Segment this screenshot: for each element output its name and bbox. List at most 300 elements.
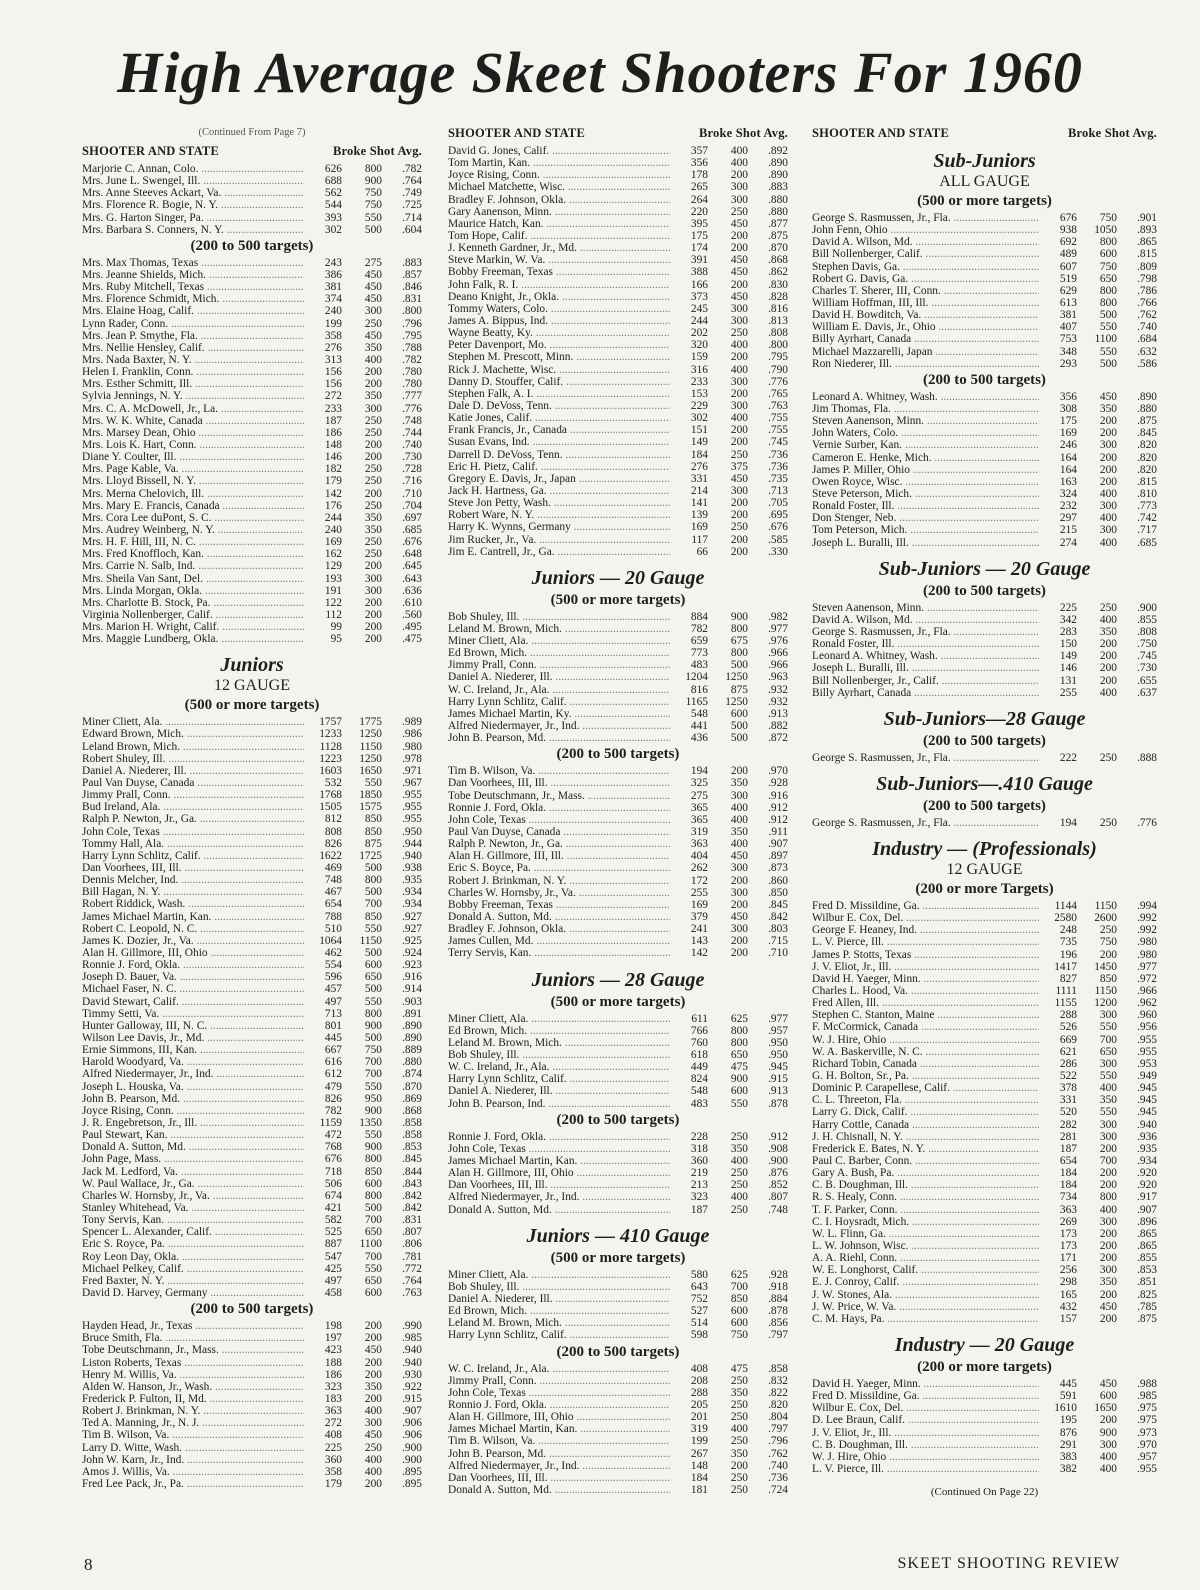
average-value: .985 <box>402 1332 422 1345</box>
average-value: .915 <box>402 1392 422 1405</box>
shot-value: 300 <box>730 399 748 412</box>
table-row <box>82 1178 422 1190</box>
broke-value: 318 <box>670 1143 708 1155</box>
shooter-name: Robert G. Davis, Ga. ..... <box>812 273 1039 285</box>
shooter-name: George S. Rasmussen, Jr., Fla. ..... <box>812 817 1039 829</box>
average-value: .869 <box>402 1092 422 1105</box>
table-row <box>812 224 1157 236</box>
shooter-name: Bud Ireland, Ala. ..... <box>82 801 304 813</box>
broke-value: 884 <box>670 611 708 623</box>
broke-value: 582 <box>304 1214 342 1226</box>
average-value: .832 <box>768 1374 788 1387</box>
shooter-name: W. C. Ireland, Jr., Ala. ..... <box>448 1061 670 1073</box>
shooter-name: Terry Servis, Kan. ..... <box>448 947 670 959</box>
broke-value: 186 <box>304 427 342 439</box>
average-value: .816 <box>768 302 788 315</box>
shooter-name: Liston Roberts, Texas ..... <box>82 1357 304 1369</box>
broke-value: 782 <box>670 623 708 635</box>
average-value: .895 <box>402 1477 422 1490</box>
shooter-name: Tim B. Wilson, Va. ..... <box>82 1429 304 1441</box>
table-row <box>448 230 788 242</box>
table-row <box>812 261 1157 273</box>
subsection-heading: (200 to 500 targets) <box>190 237 314 254</box>
average-value: .745 <box>1137 650 1157 663</box>
shot-value: 400 <box>364 1465 382 1478</box>
shot-value: 400 <box>1099 1203 1117 1216</box>
average-value: .950 <box>402 825 422 838</box>
broke-value: 179 <box>304 1478 342 1490</box>
average-value: .831 <box>402 293 422 306</box>
shot-value: 800 <box>1099 284 1117 297</box>
shooter-name: G. H. Bolton, Sr., Pa. ..... <box>812 1070 1039 1082</box>
shooter-name: Mrs. Sheila Van Sant, Del. ..... <box>82 573 304 585</box>
average-value: .797 <box>768 1329 788 1342</box>
table-row <box>82 354 422 366</box>
broke-value: 302 <box>304 224 342 236</box>
table-row <box>812 1414 1157 1426</box>
shot-value: 400 <box>1099 1450 1117 1463</box>
table-row <box>82 1332 422 1344</box>
average-value: .971 <box>402 764 422 777</box>
table-row <box>812 333 1157 345</box>
shooter-name: John B. Pearson, Md. ..... <box>82 1093 304 1105</box>
average-value: .988 <box>1137 1377 1157 1390</box>
broke-value: 122 <box>304 597 342 609</box>
shot-value: 650 <box>364 971 382 984</box>
shooter-name: John Cole, Texas ..... <box>448 814 670 826</box>
average-value: .938 <box>402 862 422 875</box>
broke-value: 580 <box>670 1269 708 1281</box>
shooter-name: Robert J. Brinkman, N. Y. ..... <box>448 875 670 887</box>
shot-value: 900 <box>730 610 748 623</box>
average-value: .915 <box>768 1073 788 1086</box>
average-value: .932 <box>768 695 788 708</box>
broke-value: 2580 <box>1039 912 1077 924</box>
table-row <box>812 309 1157 321</box>
table-row <box>82 573 422 585</box>
shot-value: 500 <box>1099 357 1117 370</box>
shooter-name: Alden W. Hanson, Jr., Wash. ..... <box>82 1381 304 1393</box>
shooter-name: Dennis Melcher, Ind. ..... <box>82 874 304 886</box>
shooter-name: Jim E. Cantrell, Jr., Ga. ..... <box>448 546 670 558</box>
broke-value: 457 <box>304 983 342 995</box>
table-row <box>82 1417 422 1429</box>
table-row <box>812 614 1157 626</box>
table-row <box>812 1240 1157 1252</box>
average-value: .857 <box>402 268 422 281</box>
shot-value: 550 <box>364 777 382 790</box>
average-value: .960 <box>1137 1009 1157 1022</box>
table-row <box>448 1269 788 1281</box>
column-1 <box>82 126 422 1490</box>
average-value: .736 <box>768 448 788 461</box>
table-row <box>448 802 788 814</box>
average-value: .850 <box>768 886 788 899</box>
table-row <box>812 1021 1157 1033</box>
table-row <box>82 935 422 947</box>
table-row <box>82 621 422 633</box>
shooter-name: T. F. Parker, Conn. ..... <box>812 1204 1039 1216</box>
broke-value: 824 <box>670 1073 708 1085</box>
average-value: .945 <box>1137 1082 1157 1095</box>
table-row <box>82 789 422 801</box>
shooter-name: Mrs. Maggie Lundberg, Okla. ..... <box>82 633 304 645</box>
broke-value: 768 <box>304 1141 342 1153</box>
table-row <box>448 862 788 874</box>
shot-value: 700 <box>1099 1155 1117 1168</box>
table-row <box>812 1378 1157 1390</box>
broke-value: 183 <box>304 1393 342 1405</box>
average-value: .782 <box>402 163 422 175</box>
table-row <box>812 687 1157 699</box>
average-value: .815 <box>1137 475 1157 488</box>
shooter-name: Deano Knight, Jr., Okla. ..... <box>448 291 670 303</box>
shooter-name: Donald A. Sutton, Md. ..... <box>448 1484 670 1496</box>
table-row <box>82 378 422 390</box>
shot-value: 350 <box>1099 1094 1117 1107</box>
shot-value: 850 <box>364 1165 382 1178</box>
shooter-name: Mrs. Marsey Dean, Ohio ..... <box>82 427 304 439</box>
broke-value: 611 <box>670 1013 708 1025</box>
table-row <box>448 826 788 838</box>
table-row <box>448 303 788 315</box>
shooter-name: Mrs. Linda Morgan, Okla. ..... <box>82 585 304 597</box>
shooter-name: Leonard A. Whitney, Wash. ..... <box>812 650 1039 662</box>
shot-value: 200 <box>730 229 748 242</box>
broke-value: 215 <box>1039 524 1077 536</box>
broke-value: 323 <box>304 1381 342 1393</box>
shooter-name: Mrs. Page Kable, Va. ..... <box>82 463 304 475</box>
broke-value: 246 <box>1039 439 1077 451</box>
broke-value: 526 <box>1039 1021 1077 1033</box>
subsection-heading: (200 to 500 targets) <box>190 1301 314 1318</box>
table-row <box>812 1106 1157 1118</box>
broke-value: 197 <box>304 1332 342 1344</box>
shot-value: 300 <box>730 302 748 315</box>
shooter-name: Mrs. Max Thomas, Texas ..... <box>82 257 304 269</box>
shooter-name: John B. Pearson, Md. ..... <box>448 1448 670 1460</box>
table-row <box>812 1046 1157 1058</box>
broke-value: 163 <box>1039 476 1077 488</box>
shot-value: 1250 <box>359 728 382 741</box>
stats-header: Broke Shot Avg. <box>698 126 788 140</box>
table-row <box>448 279 788 291</box>
shot-value: 300 <box>730 923 748 936</box>
average-value: .914 <box>402 983 422 996</box>
shot-value: 500 <box>364 223 382 236</box>
average-value: .962 <box>1137 997 1157 1010</box>
shooter-name: Peter Davenport, Mo. ..... <box>448 339 670 351</box>
broke-value: 214 <box>670 485 708 497</box>
broke-value: 162 <box>304 548 342 560</box>
shot-value: 250 <box>1099 924 1117 937</box>
table-row <box>448 1073 788 1085</box>
shot-value: 400 <box>730 339 748 352</box>
shooter-name: W. A. Baskerville, N. C. ..... <box>812 1046 1039 1058</box>
shot-value: 500 <box>730 732 748 745</box>
shooter-name: Michael Pelkey, Calif. ..... <box>82 1263 304 1275</box>
average-value: .645 <box>402 560 422 573</box>
shooter-name: Darrell D. DeVoss, Tenn. ..... <box>448 449 670 461</box>
shooter-name: Robert Ware, N. Y. ..... <box>448 509 670 521</box>
average-value: .636 <box>402 584 422 597</box>
shot-value: 750 <box>364 199 382 212</box>
shot-value: 300 <box>364 1417 382 1430</box>
shooter-name: Mrs. Lloyd Bissell, N. Y. ..... <box>82 475 304 487</box>
average-value: .955 <box>402 813 422 826</box>
shooter-name: John Waters, Colo. ..... <box>812 427 1039 439</box>
broke-value: 222 <box>1039 752 1077 764</box>
shooter-name: Eric S. Boyce, Pa. ..... <box>448 862 670 874</box>
broke-value: 164 <box>1039 464 1077 476</box>
average-value: .776 <box>1137 816 1157 829</box>
shot-value: 200 <box>730 497 748 510</box>
shot-value: 600 <box>364 1177 382 1190</box>
continued-note: (Continued On Page 22) <box>930 1486 1039 1499</box>
table-row <box>448 485 788 497</box>
average-value: .928 <box>768 777 788 790</box>
table-row <box>82 257 422 269</box>
shooter-name: Harry Lynn Schlitz, Calif. ..... <box>82 850 304 862</box>
shot-value: 350 <box>730 1142 748 1155</box>
broke-value: 191 <box>304 585 342 597</box>
shooter-name: L. V. Pierce, Ill. ..... <box>812 1463 1039 1475</box>
broke-value: 1165 <box>670 696 708 708</box>
broke-value: 148 <box>304 439 342 451</box>
average-value: .889 <box>402 1044 422 1057</box>
shot-value: 350 <box>364 390 382 403</box>
shooter-name: Bob Shuley, Ill. ..... <box>448 1281 670 1293</box>
shot-value: 475 <box>730 1061 748 1074</box>
subsection-heading: (500 or more targets) <box>550 993 686 1010</box>
broke-value: 379 <box>670 911 708 923</box>
average-value: .495 <box>402 621 422 634</box>
broke-value: 325 <box>670 777 708 789</box>
shot-value: 400 <box>730 1154 748 1167</box>
shot-value: 300 <box>1099 524 1117 537</box>
table-row <box>82 451 422 463</box>
table-row <box>448 1460 788 1472</box>
shot-value: 200 <box>1099 1179 1117 1192</box>
shot-value: 600 <box>730 1085 748 1098</box>
shot-value: 200 <box>364 487 382 500</box>
average-value: .893 <box>1137 224 1157 237</box>
shot-value: 850 <box>364 813 382 826</box>
shot-value: 300 <box>1099 500 1117 513</box>
shooter-name: John W. Karn, Jr., Ind. ..... <box>82 1454 304 1466</box>
shooter-name: Jim Rucker, Jr., Va. ..... <box>448 534 670 546</box>
shot-value: 250 <box>730 448 748 461</box>
average-value: .978 <box>402 752 422 765</box>
shooter-name: Stephen C. Stanton, Maine ..... <box>812 1009 1039 1021</box>
broke-value: 184 <box>670 1472 708 1484</box>
broke-value: 1223 <box>304 753 342 765</box>
average-value: .949 <box>1137 1070 1157 1083</box>
average-value: .780 <box>402 366 422 379</box>
average-value: .685 <box>1137 536 1157 549</box>
shot-value: 750 <box>1099 212 1117 224</box>
broke-value: 208 <box>670 1375 708 1387</box>
shot-value: 500 <box>1099 309 1117 322</box>
shot-value: 200 <box>730 509 748 522</box>
broke-value: 255 <box>670 887 708 899</box>
average-value: .892 <box>768 145 788 157</box>
shot-value: 700 <box>364 1056 382 1069</box>
average-value: .982 <box>768 610 788 623</box>
broke-value: 462 <box>304 947 342 959</box>
broke-value: 421 <box>304 1202 342 1214</box>
shot-value: 600 <box>730 1317 748 1330</box>
shot-value: 550 <box>1099 1070 1117 1083</box>
shooter-name: James P. Miller, Ohio ..... <box>812 464 1039 476</box>
broke-value: 621 <box>1039 1046 1077 1058</box>
table-row <box>448 1179 788 1191</box>
shooter-name: Mrs. Carrie N. Salb, Ind. ..... <box>82 560 304 572</box>
shooter-name: Maurice Hatch, Kan. ..... <box>448 218 670 230</box>
shooter-name: Paul C. Barber, Conn. ..... <box>812 1155 1039 1167</box>
broke-value: 441 <box>670 720 708 732</box>
average-value: .966 <box>1137 985 1157 998</box>
shot-value: 950 <box>364 1092 382 1105</box>
average-value: .900 <box>402 1441 422 1454</box>
shot-value: 1250 <box>359 752 382 765</box>
shooter-name: Frank Francis, Jr., Canada ..... <box>448 424 670 436</box>
shot-value: 375 <box>730 460 748 473</box>
table-row <box>82 175 422 187</box>
shot-value: 500 <box>730 659 748 672</box>
table-row <box>82 585 422 597</box>
shot-value: 475 <box>730 1362 748 1375</box>
table-row <box>82 996 422 1008</box>
table-row <box>812 961 1157 973</box>
table-row <box>448 412 788 424</box>
shot-value: 550 <box>1099 1021 1117 1034</box>
shot-value: 200 <box>364 366 382 379</box>
shot-value: 400 <box>1099 613 1117 626</box>
broke-value: 383 <box>1039 1451 1077 1463</box>
shot-value: 350 <box>730 1386 748 1399</box>
average-value: .740 <box>1137 321 1157 334</box>
shooter-name: Dan Voorhees, III, Ill. ..... <box>448 777 670 789</box>
shooter-name: Mrs. Mary E. Francis, Canada ..... <box>82 500 304 512</box>
shooter-name: Charles W. Hornsby, Jr., Va. ..... <box>82 1190 304 1202</box>
shooter-name: Hayden Head, Jr., Texas ..... <box>82 1320 304 1332</box>
broke-value: 150 <box>1039 638 1077 650</box>
table-row <box>82 597 422 609</box>
average-value: .740 <box>402 438 422 451</box>
shot-value: 800 <box>364 1189 382 1202</box>
average-value: .901 <box>1137 212 1157 224</box>
broke-value: 1233 <box>304 728 342 740</box>
average-value: .930 <box>402 1368 422 1381</box>
broke-value: 288 <box>670 1387 708 1399</box>
table-row <box>812 985 1157 997</box>
average-value: .966 <box>768 647 788 660</box>
table-row <box>82 1287 422 1299</box>
shooter-name: John Cole, Texas ..... <box>448 1387 670 1399</box>
table-row <box>812 1252 1157 1264</box>
table-row <box>812 1070 1157 1082</box>
average-value: .878 <box>768 1305 788 1318</box>
table-row <box>448 935 788 947</box>
table-row <box>448 720 788 732</box>
shot-value: 200 <box>364 451 382 464</box>
shot-value: 200 <box>1099 662 1117 675</box>
average-value: .714 <box>402 211 422 224</box>
table-row <box>812 1427 1157 1439</box>
table-row <box>812 924 1157 936</box>
shooter-name: Fred Lee Pack, Jr., Pa. ..... <box>82 1478 304 1490</box>
shooter-name: Wilbur E. Cox, Del. ..... <box>812 1402 1039 1414</box>
table-row <box>448 947 788 959</box>
table-row <box>448 1155 788 1167</box>
table-row <box>448 461 788 473</box>
average-value: .980 <box>402 740 422 753</box>
shooter-name: David A. Wilson, Md. ..... <box>812 236 1039 248</box>
broke-value: 262 <box>670 862 708 874</box>
broke-value: 532 <box>304 777 342 789</box>
table-row <box>448 611 788 623</box>
shot-value: 250 <box>730 1374 748 1387</box>
shooter-name: James A. Bippus, Ind. ..... <box>448 315 670 327</box>
broke-value: 752 <box>670 1293 708 1305</box>
broke-value: 148 <box>670 1460 708 1472</box>
average-value: .890 <box>402 1032 422 1044</box>
table-row <box>82 512 422 524</box>
shooter-name: Harry Lynn Schlitz, Calif. ..... <box>448 1073 670 1085</box>
shooter-name: Bill Nollenberger, Calif. ..... <box>812 248 1039 260</box>
shooter-name: C. B. Doughman, Ill. ..... <box>812 1439 1039 1451</box>
table-row <box>812 1034 1157 1046</box>
shooter-name: Timmy Setti, Va. ..... <box>82 1008 304 1020</box>
shooter-name: Harold Woodyard, Va. ..... <box>82 1056 304 1068</box>
broke-value: 193 <box>304 573 342 585</box>
broke-value: 213 <box>670 1179 708 1191</box>
average-value: .882 <box>768 720 788 733</box>
broke-value: 298 <box>1039 1276 1077 1288</box>
shot-value: 300 <box>730 886 748 899</box>
broke-value: 654 <box>1039 1155 1077 1167</box>
average-value: .862 <box>768 266 788 279</box>
average-value: .994 <box>1137 900 1157 913</box>
shot-value: 450 <box>364 268 382 281</box>
shot-value: 450 <box>364 1429 382 1442</box>
table-row <box>448 497 788 509</box>
shooter-name: Sylvia Jennings, N. Y. ..... <box>82 390 304 402</box>
shot-value: 400 <box>1099 512 1117 525</box>
shooter-name: John B. Pearson, Md. ..... <box>448 732 670 744</box>
shooter-name: Joseph D. Bauer, Va. ..... <box>82 971 304 983</box>
shooter-name: Ronnie J. Ford, Okla. ..... <box>82 959 304 971</box>
table-row <box>812 1216 1157 1228</box>
broke-value: 876 <box>1039 1427 1077 1439</box>
shot-value: 900 <box>1099 1426 1117 1439</box>
broke-value: 229 <box>670 400 708 412</box>
shot-value: 1150 <box>1094 900 1117 913</box>
average-value: .875 <box>768 229 788 242</box>
shooter-name: Jimmy Prall, Conn. ..... <box>82 789 304 801</box>
table-row <box>448 777 788 789</box>
shooter-name: Edward Brown, Mich. ..... <box>82 728 304 740</box>
average-value: .875 <box>1137 1312 1157 1325</box>
broke-value: 629 <box>1039 285 1077 297</box>
table-row <box>82 1357 422 1369</box>
shot-value: 200 <box>1099 451 1117 464</box>
average-value: .813 <box>768 314 788 327</box>
table-row <box>448 315 788 327</box>
shot-value: 275 <box>364 256 382 269</box>
shot-value: 450 <box>730 472 748 485</box>
